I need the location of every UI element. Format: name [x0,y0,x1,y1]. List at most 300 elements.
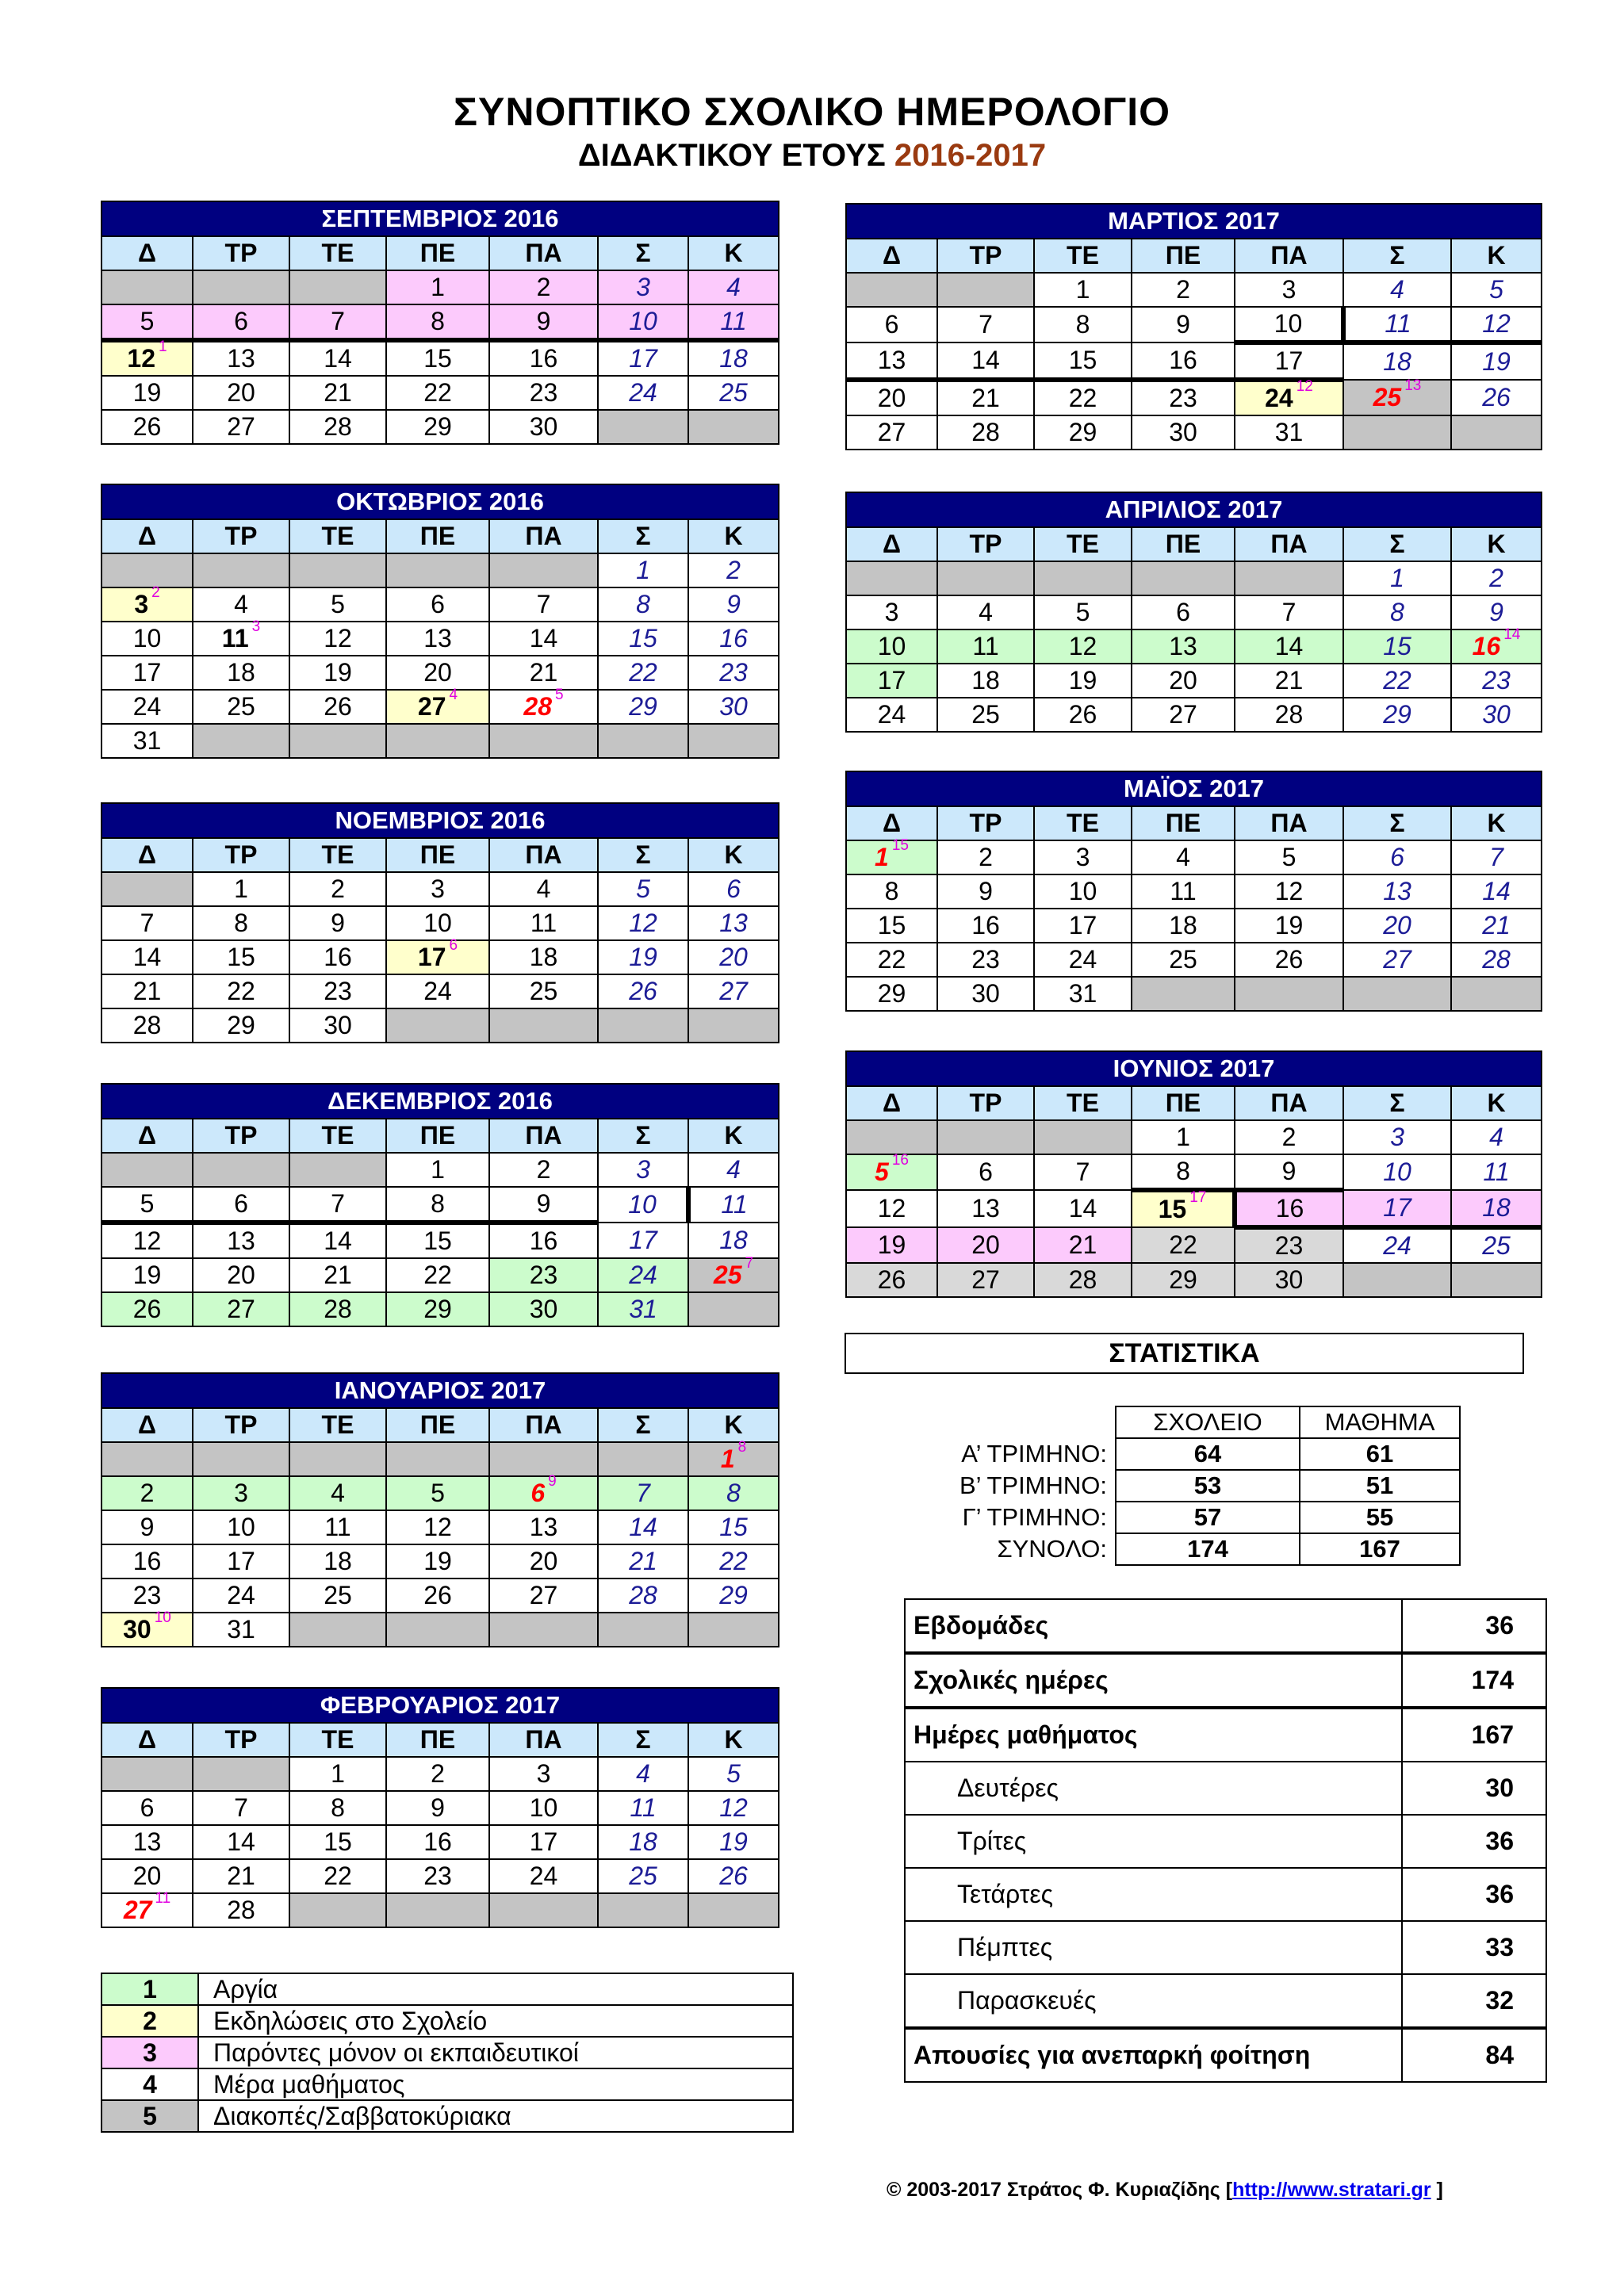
footnote-marker: 11 [155,1890,171,1908]
day-cell [289,906,386,940]
footer [887,2179,1443,2202]
day-number: 27 [971,1265,1000,1294]
day-number: 23 [1482,666,1511,695]
day-cell [102,1187,193,1223]
summary-row [905,1974,1546,2028]
day-cell [289,1825,386,1859]
day-cell [1132,273,1235,307]
day-cell [386,1187,489,1223]
empty-day-cell [688,1893,779,1927]
day-cell [102,724,193,758]
month-title: ΣΕΠΤΕΜΒΡΙΟΣ 2016 [102,201,779,236]
day-number: 16 [132,1547,162,1575]
day-cell [598,1578,688,1613]
day-number: 6 [1176,598,1190,626]
day-cell [289,622,386,656]
day-cell [1343,342,1451,380]
empty-day-cell [846,1120,937,1154]
month-title: ΙΟΥΝΙΟΣ 2017 [846,1051,1542,1086]
day-cell [102,1544,193,1578]
day-number: 16 [1275,1194,1304,1223]
day-number: 28 [324,1295,352,1323]
day-cell [102,1578,193,1613]
lesson-days-value: 61 [1300,1438,1460,1470]
day-cell [1451,1120,1542,1154]
day-number: 29 [423,1295,452,1323]
day-number: 15 [719,1513,748,1541]
week-row [102,872,779,906]
week-row [102,1187,779,1223]
month-calendar [101,802,779,1043]
day-number: 13 [1383,877,1411,905]
day-number: 9 [1489,598,1503,626]
day-number: 2 [1176,275,1190,304]
day-cell [102,690,193,724]
day-cell [598,940,688,974]
day-cell [1235,909,1343,943]
day-cell [386,1223,489,1258]
week-row [102,974,779,1008]
week-row [102,1153,779,1187]
trimester-header: ΣΧΟΛΕΙΟ [1116,1406,1300,1438]
weekday-header: ΠΕ [1132,527,1235,561]
day-cell [193,1893,289,1927]
day-cell [193,410,289,444]
day-cell [937,943,1034,977]
empty-day-cell [846,273,937,307]
day-number: 25 [713,1261,742,1289]
weekday-header: Δ [102,1723,193,1757]
week-row [846,307,1542,342]
day-number: 1 [431,1155,445,1184]
footnote-marker: 14 [1503,626,1521,644]
trimester-row [910,1438,1460,1470]
lesson-days-value: 167 [1300,1533,1460,1565]
day-cell [489,587,598,622]
legend-label: Εκδηλώσεις στο Σχολείο [198,2005,793,2037]
day-number: 2 [536,273,551,301]
week-row [846,415,1542,450]
weekday-header: Κ [1451,806,1542,840]
day-number: 26 [719,1862,748,1890]
day-cell [289,1187,386,1223]
day-cell [598,1859,688,1893]
day-cell [846,909,937,943]
day-cell [102,1258,193,1292]
day-cell [688,1476,779,1510]
day-cell [1343,943,1451,977]
weekday-header: ΤΡ [193,1119,289,1153]
empty-day-cell [489,553,598,587]
day-number: 23 [132,1581,162,1609]
day-number: 7 [140,909,155,937]
day-number: 24 [423,977,452,1005]
day-number: 21 [629,1547,657,1575]
day-number: 30 [1482,700,1511,729]
day-number: 4 [726,1155,741,1184]
day-number: 6 [234,307,248,335]
day-cell [1034,273,1132,307]
month-title: ΝΟΕΜΒΡΙΟΣ 2016 [102,803,779,838]
day-cell [489,622,598,656]
month-title: ΑΠΡΙΛΙΟΣ 2017 [846,492,1542,527]
day-number: 29 [1383,700,1411,729]
week-row [102,1510,779,1544]
day-number: 7 [1281,598,1297,626]
day-number: 3 [234,1479,248,1507]
summary-row [905,1708,1546,1762]
weekday-header: Σ [598,236,688,270]
day-cell [193,1187,289,1223]
summary-value: 167 [1402,1708,1546,1762]
day-cell [688,304,779,340]
day-cell [688,656,779,690]
day-cell [1034,629,1132,664]
day-number: 12 [1274,877,1304,905]
day-number: 12 [324,624,352,652]
day-number: 4 [636,1759,650,1788]
page-title: ΣΥΝΟΠΤΙΚΟ ΣΧΟΛΙΚΟ ΗΜΕΡΟΛΟΓΙΟ [454,90,1170,134]
day-number: 16 [1472,632,1501,660]
empty-day-cell [937,561,1034,595]
weekday-header: Σ [598,1723,688,1757]
school-days-value: 64 [1116,1438,1300,1470]
day-number: 12 [423,1513,452,1541]
day-cell [688,270,779,304]
weekday-header: Δ [846,806,937,840]
subtitle-text: ΔΙΔΑΚΤΙΚΟΥ ΕΤΟΥΣ [577,138,886,173]
day-number: 22 [719,1547,748,1575]
day-number: 8 [636,590,650,618]
day-cell [937,664,1034,698]
day-cell [688,940,779,974]
week-row [102,622,779,656]
day-cell [598,690,688,724]
footnote-marker: 16 [891,1152,909,1169]
day-number: 8 [884,877,899,905]
day-number: 22 [1383,666,1411,695]
day-number: 15 [877,911,906,939]
summary-row [905,1815,1546,1868]
day-number: 26 [1274,945,1304,974]
day-number: 14 [324,1226,352,1255]
day-number: 15 [227,943,255,971]
legend-key: 3 [102,2037,198,2068]
day-cell [1132,1190,1235,1227]
legend-row [102,2005,793,2037]
day-cell [289,690,386,724]
day-number: 22 [1169,1230,1197,1259]
day-cell [1343,1154,1451,1190]
day-cell [1235,307,1343,342]
footnote-marker: 1 [159,339,167,356]
week-row [846,1120,1542,1154]
day-cell [937,977,1034,1011]
day-cell [386,1791,489,1825]
day-cell [1343,561,1451,595]
day-cell [1034,664,1132,698]
trimester-row [910,1533,1460,1565]
day-cell [1451,342,1542,380]
day-cell [386,270,489,304]
day-cell [489,1757,598,1791]
weekday-header: Κ [688,519,779,553]
empty-day-cell [289,1153,386,1187]
day-number: 21 [1482,911,1511,939]
day-number: 5 [1281,843,1297,871]
day-cell [937,840,1034,874]
blank-cell [910,1406,1116,1438]
day-cell [489,1223,598,1258]
day-number: 24 [1068,945,1097,974]
day-number: 26 [423,1581,452,1609]
weekday-header: ΤΕ [1034,806,1132,840]
day-cell [688,1825,779,1859]
day-number: 13 [1169,632,1197,660]
month-calendar [845,203,1542,450]
day-cell [846,342,937,380]
weekday-header: ΤΡ [193,838,289,872]
empty-day-cell [1451,1263,1542,1297]
empty-day-cell [193,1153,289,1187]
day-cell [489,1544,598,1578]
day-number: 26 [132,412,162,441]
weekday-header: ΤΡ [937,527,1034,561]
day-cell [289,376,386,410]
weekday-header: ΤΡ [937,806,1034,840]
day-cell [193,1791,289,1825]
day-cell [1235,840,1343,874]
day-cell [1343,377,1451,415]
day-number: 20 [719,943,748,971]
day-number: 20 [423,658,452,687]
day-cell [937,595,1034,629]
day-number: 5 [1489,275,1503,304]
empty-day-cell [1343,415,1451,450]
trimester-row [910,1502,1460,1533]
day-number: 18 [324,1547,352,1575]
day-number: 2 [331,874,345,903]
day-cell [489,656,598,690]
week-row [102,553,779,587]
day-cell [846,698,937,732]
day-cell [1451,840,1542,874]
week-row [102,304,779,340]
day-number: 28 [1068,1265,1097,1294]
weekday-header: ΠΕ [386,236,489,270]
footnote-marker: 7 [745,1255,754,1272]
day-number: 3 [431,874,445,903]
day-number: 4 [979,598,993,626]
day-cell [846,664,937,698]
day-cell [937,1154,1034,1190]
day-cell [102,974,193,1008]
day-cell [688,1757,779,1791]
day-cell [598,340,688,376]
empty-day-cell [598,1008,688,1043]
empty-day-cell [193,724,289,758]
empty-day-cell [386,1008,489,1043]
day-number: 26 [1068,700,1097,729]
day-number: 1 [234,874,248,903]
day-cell [688,1187,779,1223]
day-cell [688,1859,779,1893]
day-number: 21 [1068,1230,1097,1259]
day-number: 21 [1274,666,1304,695]
day-cell [688,872,779,906]
day-number: 13 [877,346,906,374]
day-cell [289,587,386,622]
day-number: 19 [719,1827,748,1856]
day-number: 27 [123,1896,152,1924]
day-cell [598,587,688,622]
day-cell [386,1544,489,1578]
footnote-marker: 13 [1404,377,1422,395]
day-cell [1451,273,1542,307]
week-row [102,1476,779,1510]
day-number: 22 [423,1261,452,1289]
day-cell [1132,595,1235,629]
day-number: 3 [1075,843,1090,871]
month-title: ΔΕΚΕΜΒΡΙΟΣ 2016 [102,1084,779,1119]
day-number: 26 [877,1265,906,1294]
day-number: 15 [324,1827,352,1856]
day-cell [598,872,688,906]
day-cell [193,1476,289,1510]
weekday-header: ΠΑ [489,838,598,872]
day-number: 29 [877,979,906,1008]
weekday-header: ΤΕ [289,1119,386,1153]
day-number: 11 [1483,1158,1510,1186]
day-cell [1235,664,1343,698]
day-cell [688,1153,779,1187]
day-cell [688,906,779,940]
day-cell [289,1859,386,1893]
school-days-value: 53 [1116,1470,1300,1502]
trimester-table [910,1406,1461,1566]
day-cell [1343,1227,1451,1263]
day-number: 10 [1383,1158,1411,1186]
empty-day-cell [102,1757,193,1791]
day-cell [193,618,289,656]
day-cell [688,690,779,724]
day-cell [1451,561,1542,595]
week-row [846,1263,1542,1297]
empty-day-cell [386,1442,489,1476]
footnote-marker: 3 [251,618,261,636]
day-number: 21 [529,658,558,687]
day-cell [1034,943,1132,977]
day-number: 13 [132,1827,162,1856]
day-cell [386,587,489,622]
day-cell [598,376,688,410]
day-number: 17 [227,1547,255,1575]
day-number: 8 [1176,1157,1190,1185]
day-number: 25 [1169,945,1197,974]
month-calendar [845,492,1542,733]
weekday-header: ΤΕ [1034,527,1132,561]
week-row [102,940,779,974]
day-number: 29 [1169,1265,1197,1294]
day-number: 6 [530,1479,546,1507]
day-number: 19 [1274,911,1304,939]
day-number: 2 [726,556,741,584]
day-cell [386,687,489,724]
week-row [102,340,779,376]
day-cell [102,1292,193,1326]
day-cell [1451,874,1542,909]
day-cell [193,872,289,906]
day-cell [489,1153,598,1187]
day-number: 31 [629,1295,657,1323]
day-number: 10 [629,307,657,335]
day-number: 24 [629,378,657,407]
day-number: 12 [719,1793,748,1822]
footnote-marker: 5 [555,687,564,704]
day-number: 27 [417,692,446,721]
day-number: 4 [726,273,741,301]
weekday-header: ΤΡ [937,239,1034,273]
summary-row [905,1653,1546,1708]
day-number: 27 [529,1581,558,1609]
footer-link[interactable]: http://www.stratari.gr [1232,2179,1431,2201]
day-number: 12 [877,1194,906,1223]
day-number: 2 [140,1479,155,1507]
weekday-header: Δ [102,519,193,553]
day-number: 28 [971,418,1000,446]
summary-value: 36 [1402,1599,1546,1653]
weekday-header: ΤΡ [193,519,289,553]
school-days-value: 174 [1116,1533,1300,1565]
day-cell [1451,664,1542,698]
empty-day-cell [489,1442,598,1476]
day-number: 13 [227,344,255,373]
day-cell [1034,380,1132,415]
footnote-marker: 10 [154,1609,171,1627]
day-cell [289,1008,386,1043]
footnote-marker: 8 [737,1439,747,1456]
day-cell [289,940,386,974]
weekday-header: Σ [598,1119,688,1153]
day-cell [1451,307,1542,342]
day-cell [688,974,779,1008]
day-cell [489,1292,598,1326]
day-cell [937,1190,1034,1227]
legend-label: Διακοπές/Σαββατοκύριακα [198,2100,793,2132]
week-row [846,977,1542,1011]
footnote-marker: 12 [1296,378,1313,396]
day-number: 14 [971,346,1000,374]
day-cell [937,1227,1034,1263]
day-number: 24 [132,692,162,721]
day-cell [846,595,937,629]
day-cell [688,1255,779,1292]
empty-day-cell [688,1613,779,1647]
day-number: 19 [1068,666,1097,695]
legend-label: Μέρα μαθήματος [198,2068,793,2100]
day-number: 14 [629,1513,657,1541]
day-cell [1451,1190,1542,1227]
day-number: 5 [331,590,345,618]
day-number: 13 [423,624,452,652]
day-number: 10 [1274,309,1303,338]
day-cell [846,837,937,874]
day-number: 22 [1068,384,1097,412]
week-row [846,629,1542,664]
empty-day-cell [289,724,386,758]
empty-day-cell [289,1442,386,1476]
day-cell [386,974,489,1008]
